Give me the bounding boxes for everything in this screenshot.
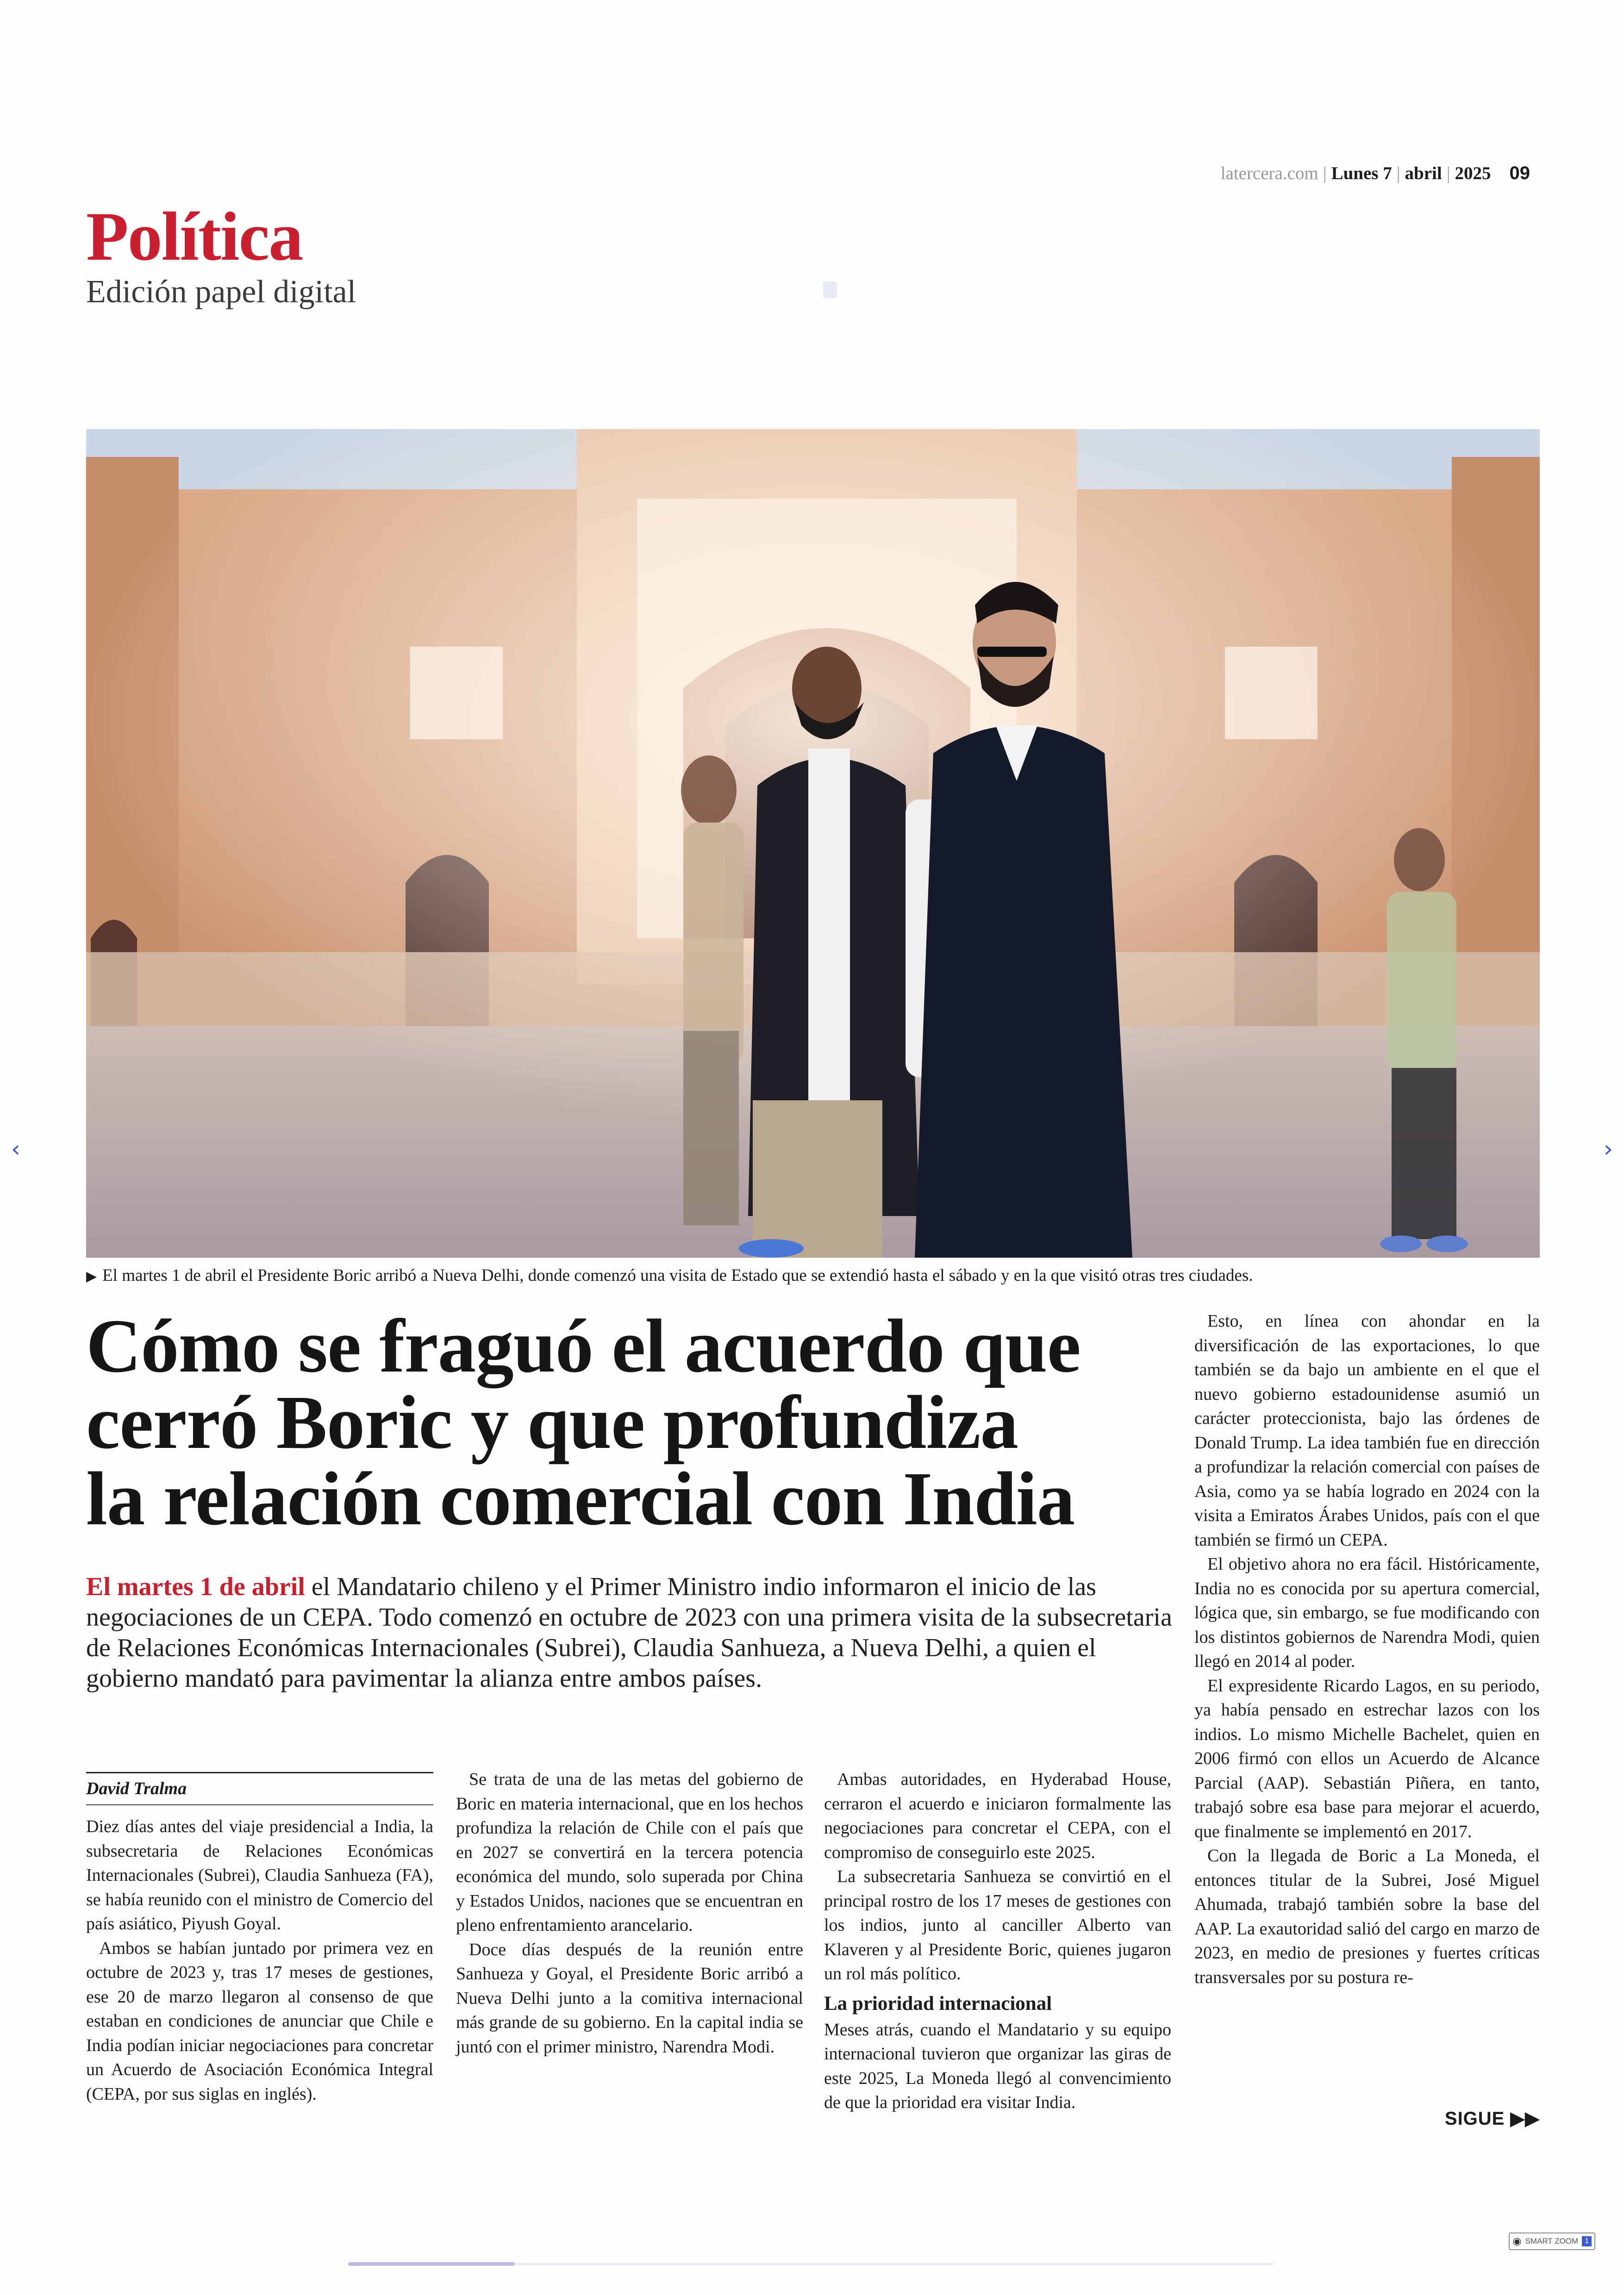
page-number: 09 — [1509, 163, 1530, 183]
eye-icon: ◉ — [1512, 2235, 1522, 2247]
paragraph-3: Se trata de una de las metas del gobierno de Boric en materia internacional, que en los hechos profundiza la relación de Chile con el país que en 2027 se convertirá en la tercera potencia económica del mundo, solo superada por China y Estados Unidos, naciones que se encuentran en pleno enfrentamiento arancelario. — [456, 1770, 803, 1935]
headline-line-3: la relación comercial con India — [86, 1456, 1075, 1541]
edition-subtitle: Edición papel digital — [86, 274, 356, 310]
paragraph-9: El objetivo ahora no era fácil. Históricamente, India no es conocida por su apertura comercial, lógica que, sin embargo, se fue modificando con los distintos gobiernos de Narendra Modi, quien llegó en 2014 al poder. — [1194, 1554, 1540, 1671]
body-column-3 — [824, 1767, 1171, 2115]
continue-marker: SIGUE ▶▶ — [1444, 2108, 1540, 2129]
paragraph-8: Esto, en línea con ahondar en la diversificación de las exportaciones, lo que también se da bajo un ambiente en el que el nuevo gobierno estadounidense asumió un carácter proteccionista, bajo las órdenes de Donald Trump. La idea también fue en dirección a profundizar la relación comercial con países de Asia, como ya se había logrado en 2024 con la visita a Emiratos Árabes Unidos, país con el que también se firmó un CEPA. — [1194, 1311, 1540, 1550]
subhead: La prioridad internacional — [824, 1992, 1052, 2014]
page-indicator: 1 — [1582, 2236, 1592, 2246]
page-marker-icon — [823, 281, 837, 298]
lede-text: el Mandatario chileno y el Primer Ministro indio informaron el inicio de las negociaciones de un CEPA. Todo comenzó en octubre de 2023 con una primera visita de la subsecretaria de Relaciones Económicas Internacionales (Subrei), Claudia Sanhueza, a Nueva Delhi, a quien el gobierno mandató para pavimentar la alianza entre ambos países. — [86, 1572, 1172, 1693]
folio-year: 2025 — [1455, 163, 1491, 183]
body-column-4 — [1194, 1309, 1540, 1989]
lead-photo — [86, 429, 1540, 1258]
paragraph-6: La subsecretaria Sanhueza se convirtió en el principal rostro de los 17 meses de gestiones con los indios, junto al canciller Alberto van Klaveren y al Presidente Boric, quienes jugaron un rol más político. — [824, 1867, 1171, 1983]
paragraph-4: Doce días después de la reunión entre Sanhueza y Goyal, el Presidente Boric arribó a Nueva Delhi junto a la comitiva internacional más grande de su gobierno. En la capital india se juntó con el primer ministro, Narendra Modi. — [456, 1940, 803, 2057]
paragraph-1: Diez días antes del viaje presidencial a India, la subsecretaria de Relaciones Económicas Internacionales (Subrei), Claudia Sanhueza (FA), se había reunido con el ministro de Comercio del país asiático, Piyush Goyal. — [86, 1817, 433, 1933]
site-name: latercera.com — [1220, 163, 1318, 183]
byline: David Tralma — [86, 1779, 187, 1798]
folio-day: Lunes 7 — [1331, 163, 1392, 183]
folio: latercera.com | Lunes 7 | abril | 2025 09 — [1220, 163, 1530, 183]
chevron-right-icon[interactable]: › — [1604, 1135, 1613, 1162]
section-title: Política — [86, 198, 303, 275]
paragraph-10: El expresidente Ricardo Lagos, en su periodo, ya había pensado en estrechar lazos con los indios. Lo mismo Michelle Bachelet, quien en 2006 firmó con ellos un Acuerdo de Alcance Parcial (AAP). Sebastián Piñera, en tanto, trabajó sobre esa base para mejorar el acuerdo, que finalmente se implementó en 2017. — [1194, 1676, 1540, 1841]
headline-line-2: cerró Boric y que profundiza — [86, 1380, 1018, 1465]
photo-caption — [86, 1264, 1540, 1289]
body-column-2 — [456, 1767, 803, 2059]
paragraph-5: Ambas autoridades, en Hyderabad House, cerraron el acuerdo e iniciaron formalmente las negociaciones para concretar el CEPA, con el compromiso de conseguirlo este 2025. — [824, 1770, 1171, 1862]
paragraph-7: Meses atrás, cuando el Mandatario y su equipo internacional tuvieron que organizar las giras de este 2025, La Moneda llegó al convencimiento de que la prioridad era visitar India. — [824, 2020, 1171, 2112]
headline-line-1: Cómo se fraguó el acuerdo que — [86, 1303, 1081, 1388]
headline — [86, 1303, 1183, 1541]
folio-month: abril — [1405, 163, 1442, 183]
chevron-left-icon[interactable]: ‹ — [11, 1135, 20, 1162]
smart-zoom-button[interactable] — [1509, 2233, 1595, 2250]
paragraph-2: Ambos se habían juntado por primera vez en octubre de 2023 y, tras 17 meses de gestiones, ese 20 de marzo llegaron al consenso de que estaban en condiciones de anunciar que Chile e India podían iniciar negociaciones para concretar un Acuerdo de Asociación Económica Integral (CEPA, por sus siglas en inglés). — [86, 1938, 433, 2104]
lead-photo-illustration — [86, 429, 1540, 1258]
smart-zoom-label: SMART ZOOM — [1525, 2237, 1579, 2245]
body-column-1 — [86, 1815, 433, 2106]
caption-text: El martes 1 de abril el Presidente Boric arribó a Nueva Delhi, donde comenzó una visita de Estado que se extendió hasta el sábado y en la que visitó otras tres ciudades. — [102, 1266, 1253, 1285]
paragraph-11: Con la llegada de Boric a La Moneda, el entonces titular de la Subrei, José Miguel Ahumada, trabajó también sobre la base del AAP. La exautoridad salió del cargo en marzo de 2023, en medio de presiones y fuertes críticas transversales por su postura re- — [1194, 1846, 1540, 1987]
caption-triangle-icon: ▶ — [86, 1268, 97, 1285]
byline-rule-bottom — [86, 1804, 433, 1805]
byline-rule-top — [86, 1772, 433, 1773]
lede-highlight: El martes 1 de abril — [86, 1572, 305, 1601]
lede — [86, 1572, 1183, 1694]
page-progress-fill — [348, 2262, 515, 2266]
